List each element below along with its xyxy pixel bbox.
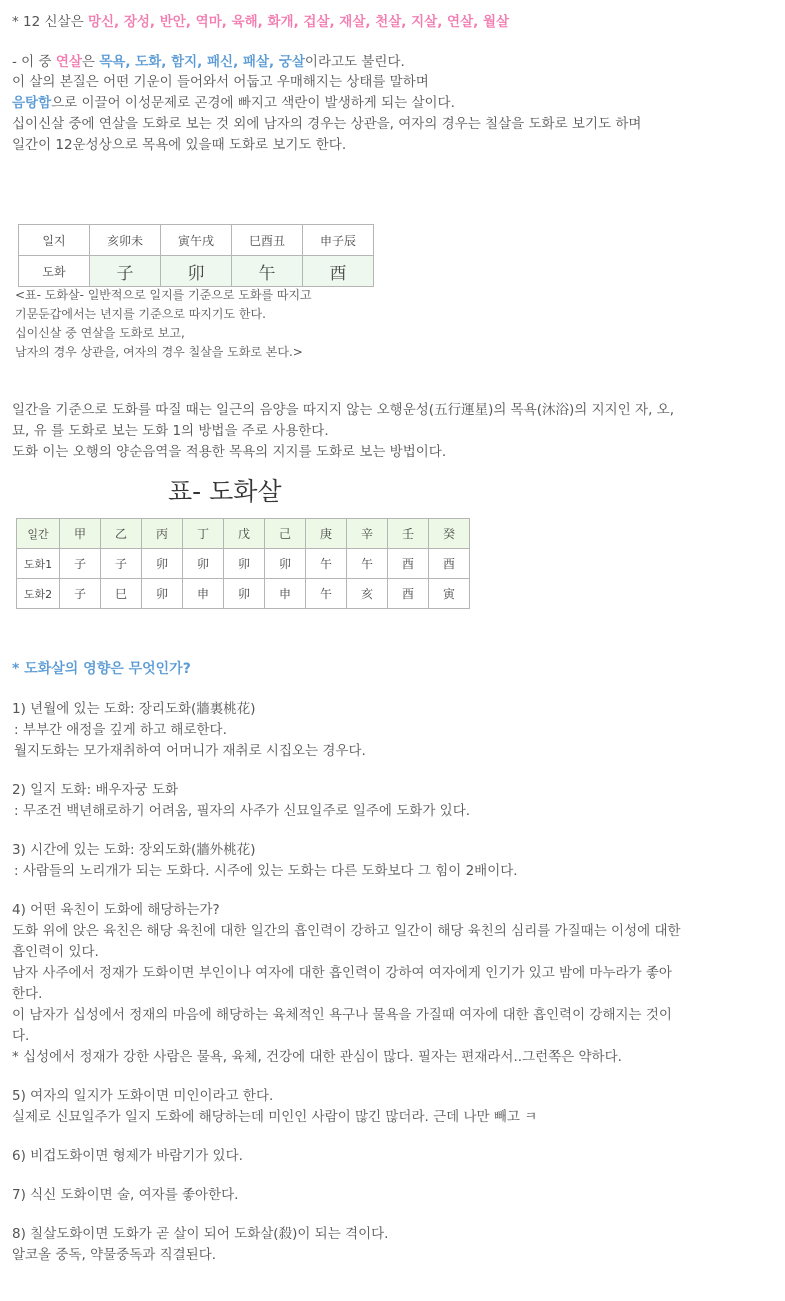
table-cell: 도화1 <box>17 549 60 579</box>
table-cell: 일간 <box>17 519 60 549</box>
table-cell: 辛 <box>347 519 388 549</box>
intro-line-1 <box>12 12 509 32</box>
text: 이라고도 불린다. <box>304 54 405 70</box>
s4-line-6: 이 남자가 십성에서 정재의 마음에 해당하는 육체적인 욕구나 물욕을 가질때 여자에 대한 흡인력이 강해지는 것이 <box>12 1007 672 1023</box>
caption-line-1: <표- 도화살- 일반적으로 일지를 기준으로 도화를 따지고 <box>15 288 312 302</box>
s4-line-5: 한다. <box>12 986 43 1002</box>
sinsal-list: 망신, 장성, 반안, 역마, 육해, 화개, 겁살, 재살, 천살, 지살, 연살, 월살 <box>87 14 510 30</box>
s1-line-1: 1) 년월에 있는 도화: 장리도화(牆裏桃花) <box>12 701 256 717</box>
s3-line-1: 3) 시간에 있는 도화: 장외도화(牆外桃花) <box>12 842 256 858</box>
yeonsal-term: 연살 <box>55 54 82 70</box>
table-row <box>19 256 374 287</box>
table-cell: 卯 <box>224 549 265 579</box>
table-cell: 卯 <box>142 549 183 579</box>
table2-title: 표- 도화살 <box>168 477 282 506</box>
table-cell: 庚 <box>306 519 347 549</box>
caption-line-2: 기문둔갑에서는 년지를 기준으로 따지기도 한다. <box>15 307 266 321</box>
table-cell: 卯 <box>224 579 265 609</box>
s1-line-3: 월지도화는 모가재취하여 어머니가 재취로 시집오는 경우다. <box>14 743 366 759</box>
table-cell: 午 <box>306 549 347 579</box>
dohwa-ilji-table <box>18 224 374 287</box>
s4-line-8: * 십성에서 정재가 강한 사람은 물욕, 육체, 건강에 대한 관심이 많다. 필자는 편재라서..그런쪽은 약하다. <box>12 1049 622 1065</box>
table-cell: 寅 <box>429 579 470 609</box>
s3-line-2: : 사람들의 노리개가 되는 도화다. 시주에 있는 도화는 다른 도화보다 그 힘이 2배이다. <box>14 863 518 879</box>
s6-line: 6) 비겁도화이면 형제가 바람기가 있다. <box>12 1148 243 1164</box>
s4-line-4: 남자 사주에서 정재가 도화이면 부인이나 여자에 대한 흡인력이 강하여 여자에게 인기가 있고 밤에 마누라가 좋아 <box>12 965 672 981</box>
s4-line-7: 다. <box>12 1028 30 1044</box>
intro-line-5: 십이신살 중에 연살을 도화로 보는 것 외에 남자의 경우는 상관을, 여자의 경우는 칠살을 도화로 보기도 하며 <box>12 116 642 132</box>
table-header-row <box>17 519 470 549</box>
table-cell: 子 <box>101 549 142 579</box>
table-cell: 申 <box>265 579 306 609</box>
table-cell: 己 <box>265 519 306 549</box>
table-cell: 酉 <box>303 256 374 287</box>
table-cell: 巳 <box>101 579 142 609</box>
alias-terms: 목욕, 도화, 함지, 패신, 패살, 궁살 <box>99 54 305 70</box>
para2-line-1: 일간을 기준으로 도화를 따질 때는 일근의 음양을 따지지 않는 오행운성(五行運星)의 목욕(沐浴)의 지지인 자, 오, <box>12 402 674 418</box>
table-cell: 戊 <box>224 519 265 549</box>
table-cell: 도화 <box>19 256 90 287</box>
table-cell: 卯 <box>183 549 224 579</box>
table-cell: 午 <box>306 579 347 609</box>
caption-line-3: 십이신살 중 연살을 도화로 보고, <box>15 326 185 340</box>
table-cell: 酉 <box>429 549 470 579</box>
table-row <box>17 549 470 579</box>
intro-line-3: 이 살의 본질은 어떤 기운이 들어와서 어둡고 우매해지는 상태를 말하며 <box>12 74 429 90</box>
table-cell: 丁 <box>183 519 224 549</box>
table-cell: 子 <box>60 549 101 579</box>
table-cell: 寅午戌 <box>161 225 232 256</box>
table-cell: 壬 <box>388 519 429 549</box>
table-cell: 酉 <box>388 579 429 609</box>
table-cell: 申子辰 <box>303 225 374 256</box>
intro-line-6: 일간이 12운성상으로 목욕에 있을때 도화로 보기도 한다. <box>12 137 347 153</box>
table-cell: 酉 <box>388 549 429 579</box>
table-row <box>17 579 470 609</box>
table-cell: 일지 <box>19 225 90 256</box>
table-cell: 卯 <box>265 549 306 579</box>
table-cell: 午 <box>232 256 303 287</box>
s8-line-2: 알코올 중독, 약물중독과 직결된다. <box>12 1247 217 1263</box>
table-cell: 도화2 <box>17 579 60 609</box>
para2-line-2: 묘, 유 를 도화로 보는 도화 1의 방법을 주로 사용한다. <box>12 423 329 439</box>
text: 으로 이끌어 이성문제로 곤경에 빠지고 색란이 발생하게 되는 살이다. <box>51 95 455 111</box>
eumtang-term: 음탕함 <box>12 95 52 111</box>
section-header: * 도화살의 영향은 무엇인가? <box>12 661 191 677</box>
text: 은 <box>81 54 100 70</box>
table-cell: 卯 <box>142 579 183 609</box>
para2-line-3: 도화 이는 오행의 양순음역을 적용한 목욕의 지지를 도화로 보는 방법이다. <box>12 444 447 460</box>
intro-line-2 <box>12 52 405 72</box>
table-cell: 巳酉丑 <box>232 225 303 256</box>
table-cell: 癸 <box>429 519 470 549</box>
intro-line-4 <box>12 93 455 113</box>
table-cell: 午 <box>347 549 388 579</box>
intro-prefix: * 12 신살은 <box>12 14 88 30</box>
table-cell: 甲 <box>60 519 101 549</box>
caption-line-4: 남자의 경우 상관을, 여자의 경우 칠살을 도화로 본다.> <box>15 345 303 359</box>
s1-line-2: : 부부간 애정을 깊게 하고 해로한다. <box>14 722 227 738</box>
table-cell: 申 <box>183 579 224 609</box>
table-cell: 乙 <box>101 519 142 549</box>
table-cell: 卯 <box>161 256 232 287</box>
dohwa-ilgan-table <box>16 518 470 609</box>
table-cell: 亥 <box>347 579 388 609</box>
table-cell: 子 <box>90 256 161 287</box>
s4-line-1: 4) 어떤 육친이 도화에 해당하는가? <box>12 902 220 918</box>
table-row <box>19 225 374 256</box>
s2-line-2: : 무조건 백년해로하기 어려움, 필자의 사주가 신묘일주로 일주에 도화가 있다. <box>14 803 471 819</box>
text: - 이 중 <box>12 54 56 70</box>
s4-line-2: 도화 위에 앉은 육친은 해당 육친에 대한 일간의 흡인력이 강하고 일간이 해당 육친의 심리를 가질때는 이성에 대한 <box>12 923 681 939</box>
s2-line-1: 2) 일지 도화: 배우자궁 도화 <box>12 782 178 798</box>
s5-line-2: 실제로 신묘일주가 일지 도화에 해당하는데 미인인 사람이 많긴 많더라. 근데 나만 빼고 ㅋ <box>12 1109 538 1125</box>
table-cell: 子 <box>60 579 101 609</box>
s5-line-1: 5) 여자의 일지가 도화이면 미인이라고 한다. <box>12 1088 274 1104</box>
s4-line-3: 흡인력이 있다. <box>12 944 99 960</box>
s7-line: 7) 식신 도화이면 술, 여자를 좋아한다. <box>12 1187 239 1203</box>
s8-line-1: 8) 칠살도화이면 도화가 곧 살이 되어 도화살(殺)이 되는 격이다. <box>12 1226 389 1242</box>
table-cell: 亥卯未 <box>90 225 161 256</box>
table-cell: 丙 <box>142 519 183 549</box>
